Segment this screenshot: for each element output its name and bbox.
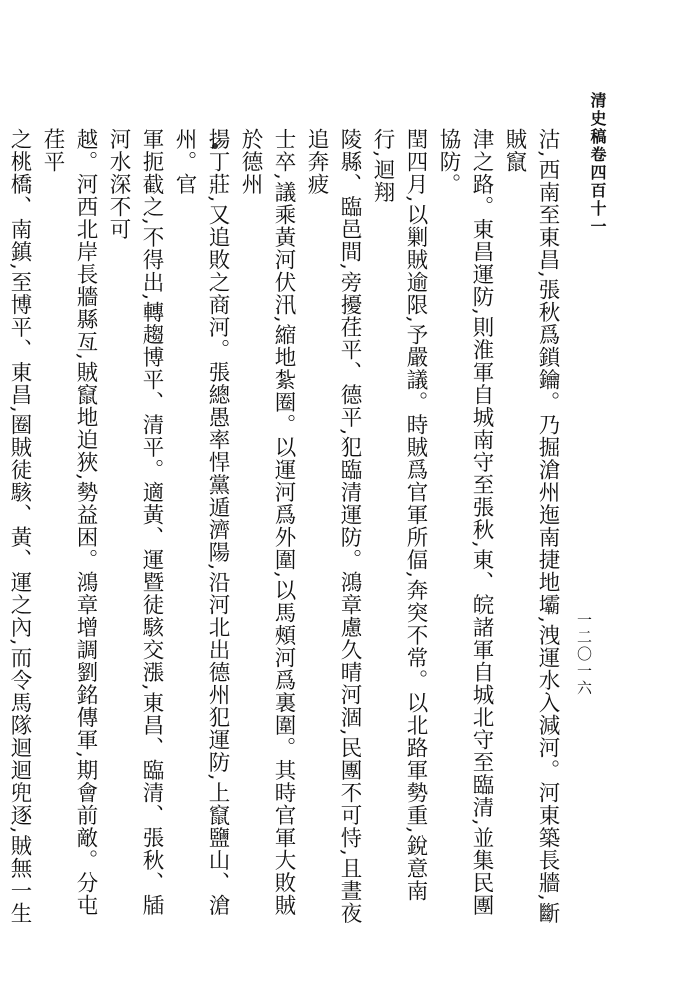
text-column-1: 沽,西南至東昌,張秋爲鎖鑰。乃掘滄州迤南捷地壩,洩運水入減河。河東築長牆,斷賊竄	[502, 128, 560, 925]
text-column-5: 士卒,議乘黃河伏汛,縮地紮圈。以運河爲外圍,以馬頰河爲裏圍。其時官軍大敗賊於德州	[238, 128, 296, 917]
running-title: 清史稿卷四百十一	[588, 92, 607, 236]
text-column-6: 揚丁莊,又追敗之商河。張總愚率悍黨遁濟陽,沿河北出德州犯運防,上竄鹽山、滄州。官	[172, 128, 230, 917]
text-column-4: 陵縣、臨邑間,旁擾荏平、德平,犯臨清運防。鴻章慮久晴河涸,民團不可恃,且晝夜追奔疲	[304, 128, 362, 925]
text-column-3: 閏四月,以剿賊逾限,予嚴議。時賊爲官軍所偪,奔突不常。以北路軍勢重,銳意南行,迴翔	[370, 128, 428, 902]
text-column-7: 軍扼截之,不得出,轉趨博平、清平。適黃、運暨徒駭交漲,東昌、臨清、張秋、牐河水深不可	[106, 128, 164, 917]
text-column-8: 越。河西北岸長牆縣亙,賊竄地迫狹,勢益困。鴻章增調劉銘傳軍,期會前敵。分屯荏平	[40, 128, 98, 917]
body-text	[7, 128, 564, 928]
text-column-9: 之桃橋、南鎮,至博平、東昌,圈賊徒駭、黃、運之內,而令馬隊迴迴兜逐,賊無一生	[7, 128, 32, 925]
text-column-2: 津之路。東昌運防,則淮軍自城南守至張秋,東、皖諸軍自城北守至臨清,並集民團協防。	[436, 128, 494, 917]
page-number: 一二〇一六	[575, 612, 593, 697]
